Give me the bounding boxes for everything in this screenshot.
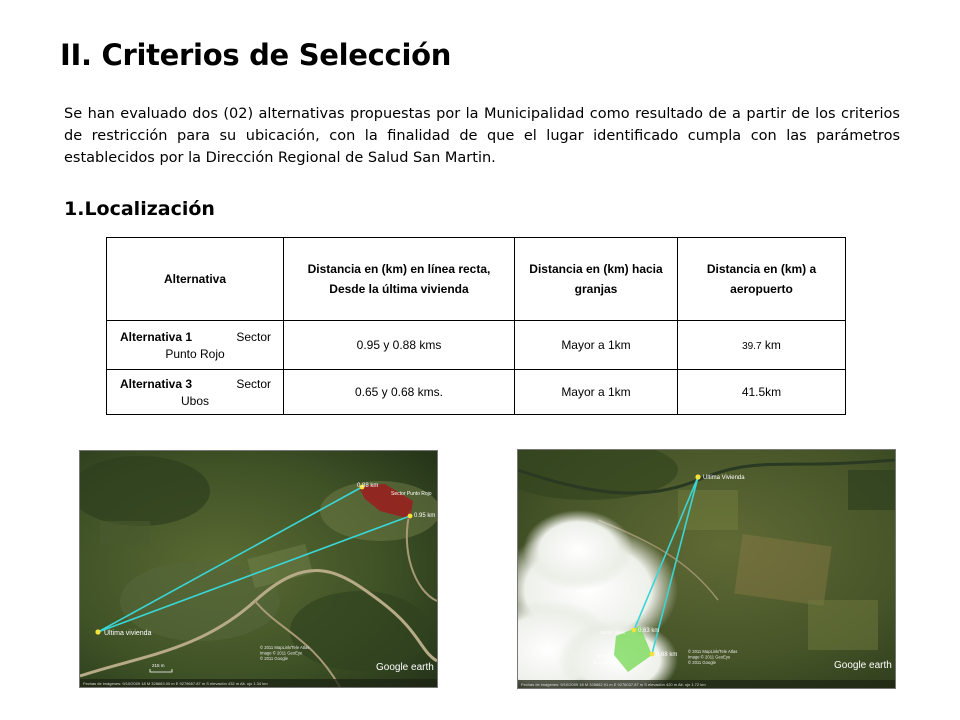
dist-granjas-cell: Mayor a 1km <box>515 370 678 415</box>
map-status-bar: Fechas de imágenes: 9/10/2009 18 M 328663.00 m E 9279667.87 m S elevación 432 m Alt. ojo 1.34 km <box>83 681 268 686</box>
map-label-d1: 0.88 km <box>357 483 379 489</box>
map-label-vivienda: Ultima Vivienda <box>703 475 745 481</box>
alt-place: Ubos <box>180 393 209 408</box>
map-label-d2: 0.68 km <box>656 652 678 658</box>
map-scale: 387 m <box>596 654 609 659</box>
page-title: II. Criterios de Selección <box>60 38 452 72</box>
map-label-sector: Sector Ubos <box>600 630 625 635</box>
map-copyright: © 2011 MapLink/Tele Atlas Image © 2011 GeoEye © 2011 Google <box>260 645 310 661</box>
table-row <box>107 321 846 370</box>
pin-icon <box>695 474 700 479</box>
google-earth-logo: Google earth <box>834 660 892 671</box>
map-label-d2: 0.95 km <box>414 513 436 519</box>
table-row <box>107 370 846 415</box>
map-label-vivienda: Ultima vivienda <box>104 630 152 637</box>
alt-sector: Sector <box>236 329 271 344</box>
pin-icon <box>95 629 100 634</box>
header-distancia-granjas: Distancia en (km) hacia granjas <box>515 238 678 321</box>
dist-aeropuerto-unit: km <box>764 338 781 352</box>
pin-icon <box>632 628 637 633</box>
alt-sector: Sector <box>236 376 271 391</box>
dist-vivienda-cell: 0.95 y 0.88 kms <box>284 321 515 370</box>
header-distancia-vivienda: Distancia en (km) en línea recta, Desde la última vivienda <box>284 238 515 321</box>
pin-icon <box>650 652 655 657</box>
dist-granjas-cell: Mayor a 1km <box>515 321 678 370</box>
alt-place: Punto Rojo <box>165 346 225 361</box>
map-scale: 215 m <box>152 663 165 668</box>
map-label-d1: 0.63 km <box>638 628 660 634</box>
alt-name: Alternativa 1 <box>120 329 193 344</box>
map-label-sector: Sector Punto Rojo <box>391 491 432 497</box>
alt-cell <box>107 321 284 370</box>
satellite-map-ubos <box>517 449 896 689</box>
alt-cell <box>107 370 284 415</box>
satellite-map-punto-rojo <box>79 450 438 688</box>
map-status-bar: Fechas de imágenes: 9/10/2009 18 M 328662.91 m E 9276037.87 m S elevación 420 m Alt. ojo 1.72 km <box>521 682 706 687</box>
header-distancia-aeropuerto: Distancia en (km) a aeropuerto <box>678 238 846 321</box>
alt-name: Alternativa 3 <box>120 376 193 391</box>
section-subtitle: 1.Localización <box>64 198 215 220</box>
localization-table <box>106 237 846 415</box>
dist-vivienda-cell: 0.65 y 0.68 kms. <box>284 370 515 415</box>
dist-aeropuerto-cell: 41.5km <box>678 370 846 415</box>
intro-paragraph: Se han evaluado dos (02) alternativas propuestas por la Municipalidad como resultado de a partir de los criterios de restricción para su ubicación, con la finalidad de que el lugar identificado cumpla con las parámetros establecidos por la Dirección Regional de Salud San Martin. <box>64 106 900 166</box>
header-alternativa: Alternativa <box>107 238 284 321</box>
table-header-row <box>107 238 846 321</box>
pin-icon <box>408 514 413 519</box>
google-earth-logo: Google earth <box>376 662 434 673</box>
map-copyright: © 2011 MapLink/Tele Atlas Image © 2011 GeoEye © 2011 Google <box>688 649 738 665</box>
dist-aeropuerto-cell <box>678 321 846 370</box>
dist-aeropuerto-number: 39.7 <box>742 341 762 352</box>
